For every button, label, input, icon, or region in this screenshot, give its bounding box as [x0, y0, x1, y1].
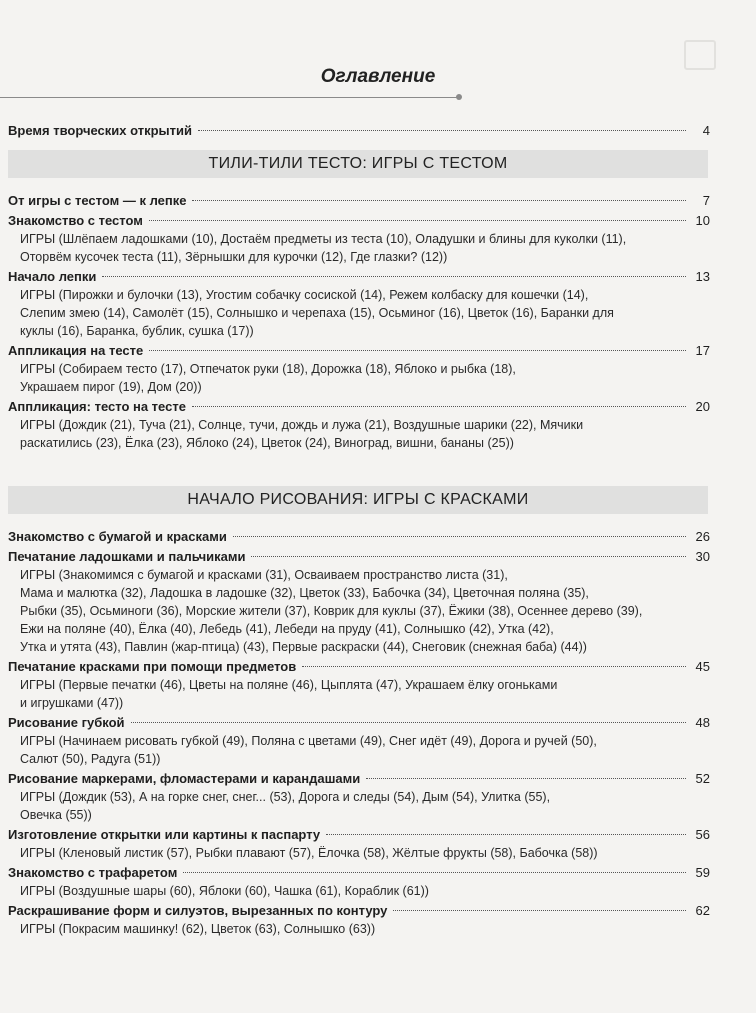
leader-dots	[192, 200, 686, 201]
games-list-line: Рыбки (35), Осьминоги (36), Морские жители (37), Коврик для куклы (37), Ёжики (38), Осеннее дерево (39),	[20, 604, 643, 618]
games-list-line: ИГРЫ (Дождик (21), Туча (21), Солнце, тучи, дождь и лужа (21), Воздушные шарики (22), Мячики	[20, 418, 584, 432]
games-list-line: ИГРЫ (Начинаем рисовать губкой (49), Поляна с цветами (49), Снег идёт (49), Дорога и ручей (50),	[20, 734, 597, 748]
toc-entry-label: Аппликация на тесте	[8, 343, 144, 358]
games-list-line: ИГРЫ (Шлёпаем ладошками (10), Достаём предметы из теста (10), Оладушки и блины для куколки (11),	[20, 232, 627, 246]
toc-entry	[0, 548, 756, 656]
leader-dots	[149, 220, 686, 221]
toc-entry-page: 45	[695, 659, 710, 674]
toc-entry-page: 59	[695, 865, 710, 880]
games-list-line: ИГРЫ (Пирожки и булочки (13), Угостим собачку сосиской (14), Режем колбаску для кошечки (14),	[20, 288, 589, 302]
leader-dots	[302, 666, 686, 667]
games-list-line: ИГРЫ (Воздушные шары (60), Яблоки (60), Чашка (61), Кораблик (61))	[20, 884, 429, 898]
leader-dots	[192, 406, 686, 407]
toc-entry	[0, 212, 756, 266]
title-divider-dot	[456, 94, 462, 100]
toc-entry-label: Знакомство с тестом	[8, 213, 143, 228]
leader-dots	[198, 130, 686, 131]
toc-entry-label: Время творческих открытий	[8, 123, 193, 138]
games-list-line: Украшаем пирог (19), Дом (20))	[20, 380, 202, 394]
games-list-line: ИГРЫ (Знакомимся с бумагой и красками (31), Осваиваем пространство листа (31),	[20, 568, 508, 582]
toc-entry-page: 17	[695, 343, 710, 358]
section-gap	[0, 452, 756, 476]
toc-sections	[0, 150, 756, 938]
games-list-line: Ежи на поляне (40), Ёлка (40), Лебедь (41), Лебеди на пруду (41), Солнышко (42), Утка (42),	[20, 622, 554, 636]
games-list-line: и игрушками (47))	[20, 696, 124, 710]
toc-entry-page: 48	[695, 715, 710, 730]
toc-entry-label: Знакомство с трафаретом	[8, 865, 178, 880]
toc-entry-line[interactable]	[0, 528, 756, 546]
games-list-line: куклы (16), Баранка, бублик, сушка (17))	[20, 324, 254, 338]
toc-entry-page: 10	[695, 213, 710, 228]
toc-entry-line[interactable]	[0, 714, 756, 732]
toc-entry-page: 26	[695, 529, 710, 544]
toc-entry-page: 52	[695, 771, 710, 786]
leader-dots	[251, 556, 686, 557]
toc-entry-line[interactable]	[0, 864, 756, 882]
toc-entry-line[interactable]	[0, 192, 756, 210]
toc-entry-page: 4	[702, 123, 710, 138]
toc-entry-label: Знакомство с бумагой и красками	[8, 529, 227, 544]
toc-entry-label: Рисование маркерами, фломастерами и карандашами	[8, 771, 361, 786]
games-list-line: ИГРЫ (Собираем тесто (17), Отпечаток руки (18), Дорожка (18), Яблоко и рыбка (18),	[20, 362, 516, 376]
toc-entry-label: Печатание ладошками и пальчиками	[8, 549, 246, 564]
leader-dots	[393, 910, 686, 911]
toc-entry-line[interactable]	[0, 268, 756, 286]
toc-entry-page: 30	[695, 549, 710, 564]
toc-entry-page: 13	[695, 269, 710, 284]
toc-entry-page: 62	[695, 903, 710, 918]
games-list-line: ИГРЫ (Дождик (53), А на горке снег, снег... (53), Дорога и следы (54), Дым (54), Улитка (55),	[20, 790, 551, 804]
toc-entry-line[interactable]	[0, 902, 756, 920]
section-heading: ТИЛИ-ТИЛИ ТЕСТО: ИГРЫ С ТЕСТОМ	[8, 150, 708, 178]
toc-entry-line[interactable]	[0, 398, 756, 416]
games-list-line: ИГРЫ (Покрасим машинку! (62), Цветок (63), Солнышко (63))	[20, 922, 376, 936]
toc-content	[0, 122, 756, 938]
toc-entry-line[interactable]	[0, 826, 756, 844]
toc-entry	[0, 398, 756, 452]
toc-entry	[0, 658, 756, 712]
leader-dots	[326, 834, 686, 835]
toc-entry-label: Раскрашивание форм и силуэтов, вырезанных по контуру	[8, 903, 388, 918]
games-list-line: раскатились (23), Ёлка (23), Яблоко (24), Цветок (24), Виноград, вишни, бананы (25))	[20, 436, 514, 450]
toc-entry	[0, 864, 756, 900]
leader-dots	[149, 350, 686, 351]
toc-entry	[0, 342, 756, 396]
games-list-line: Овечка (55))	[20, 808, 92, 822]
toc-entry-line[interactable]	[0, 658, 756, 676]
games-list-line: Оторвём кусочек теста (11), Зёрнышки для курочки (12), Где глазки? (12))	[20, 250, 448, 264]
leader-dots	[131, 722, 686, 723]
leader-dots	[233, 536, 686, 537]
games-list-line: Салют (50), Радуга (51))	[20, 752, 161, 766]
games-list-line: Слепим змею (14), Самолёт (15), Солнышко и черепаха (15), Осьминог (16), Цветок (16), Баранки для	[20, 306, 614, 320]
toc-entry-label: Изготовление открытки или картины к паспарту	[8, 827, 321, 842]
toc-entry-line[interactable]	[0, 548, 756, 566]
toc-entry-label: Печатание красками при помощи предметов	[8, 659, 297, 674]
toc-entry-label: Рисование губкой	[8, 715, 125, 730]
leader-dots	[183, 872, 686, 873]
page-title: Оглавление	[320, 66, 436, 87]
toc-entry	[0, 902, 756, 938]
toc-entry-intro[interactable]	[0, 122, 756, 140]
title-divider	[0, 97, 458, 98]
toc-entry-page: 7	[702, 193, 710, 208]
section-heading: НАЧАЛО РИСОВАНИЯ: ИГРЫ С КРАСКАМИ	[8, 486, 708, 514]
games-list-line: ИГРЫ (Кленовый листик (57), Рыбки плавают (57), Ёлочка (58), Жёлтые фрукты (58), Бабочка (58))	[20, 846, 598, 860]
toc-entry-line[interactable]	[0, 212, 756, 230]
games-list-line: ИГРЫ (Первые печатки (46), Цветы на поляне (46), Цыплята (47), Украшаем ёлку огоньками	[20, 678, 558, 692]
games-list-line: Мама и малютка (32), Ладошка в ладошке (32), Цветок (33), Бабочка (34), Цветочная поляна (35),	[20, 586, 589, 600]
toc-entry	[0, 268, 756, 340]
games-list-line: Утка и утята (43), Павлин (жар-птица) (43), Первые раскраски (44), Снеговик (снежная баба) (44))	[20, 640, 587, 654]
leader-dots	[366, 778, 686, 779]
toc-entry	[0, 826, 756, 862]
toc-entry-page: 56	[695, 827, 710, 842]
toc-entry	[0, 192, 756, 210]
toc-entry-label: От игры с тестом — к лепке	[8, 193, 187, 208]
toc-entry	[0, 714, 756, 768]
toc-entry	[0, 770, 756, 824]
toc-entry-page: 20	[695, 399, 710, 414]
toc-entry-line[interactable]	[0, 342, 756, 360]
toc-entry-label: Начало лепки	[8, 269, 97, 284]
toc-entry-label: Аппликация: тесто на тесте	[8, 399, 186, 414]
toc-entry	[0, 528, 756, 546]
toc-entry-line[interactable]	[0, 770, 756, 788]
leader-dots	[102, 276, 686, 277]
